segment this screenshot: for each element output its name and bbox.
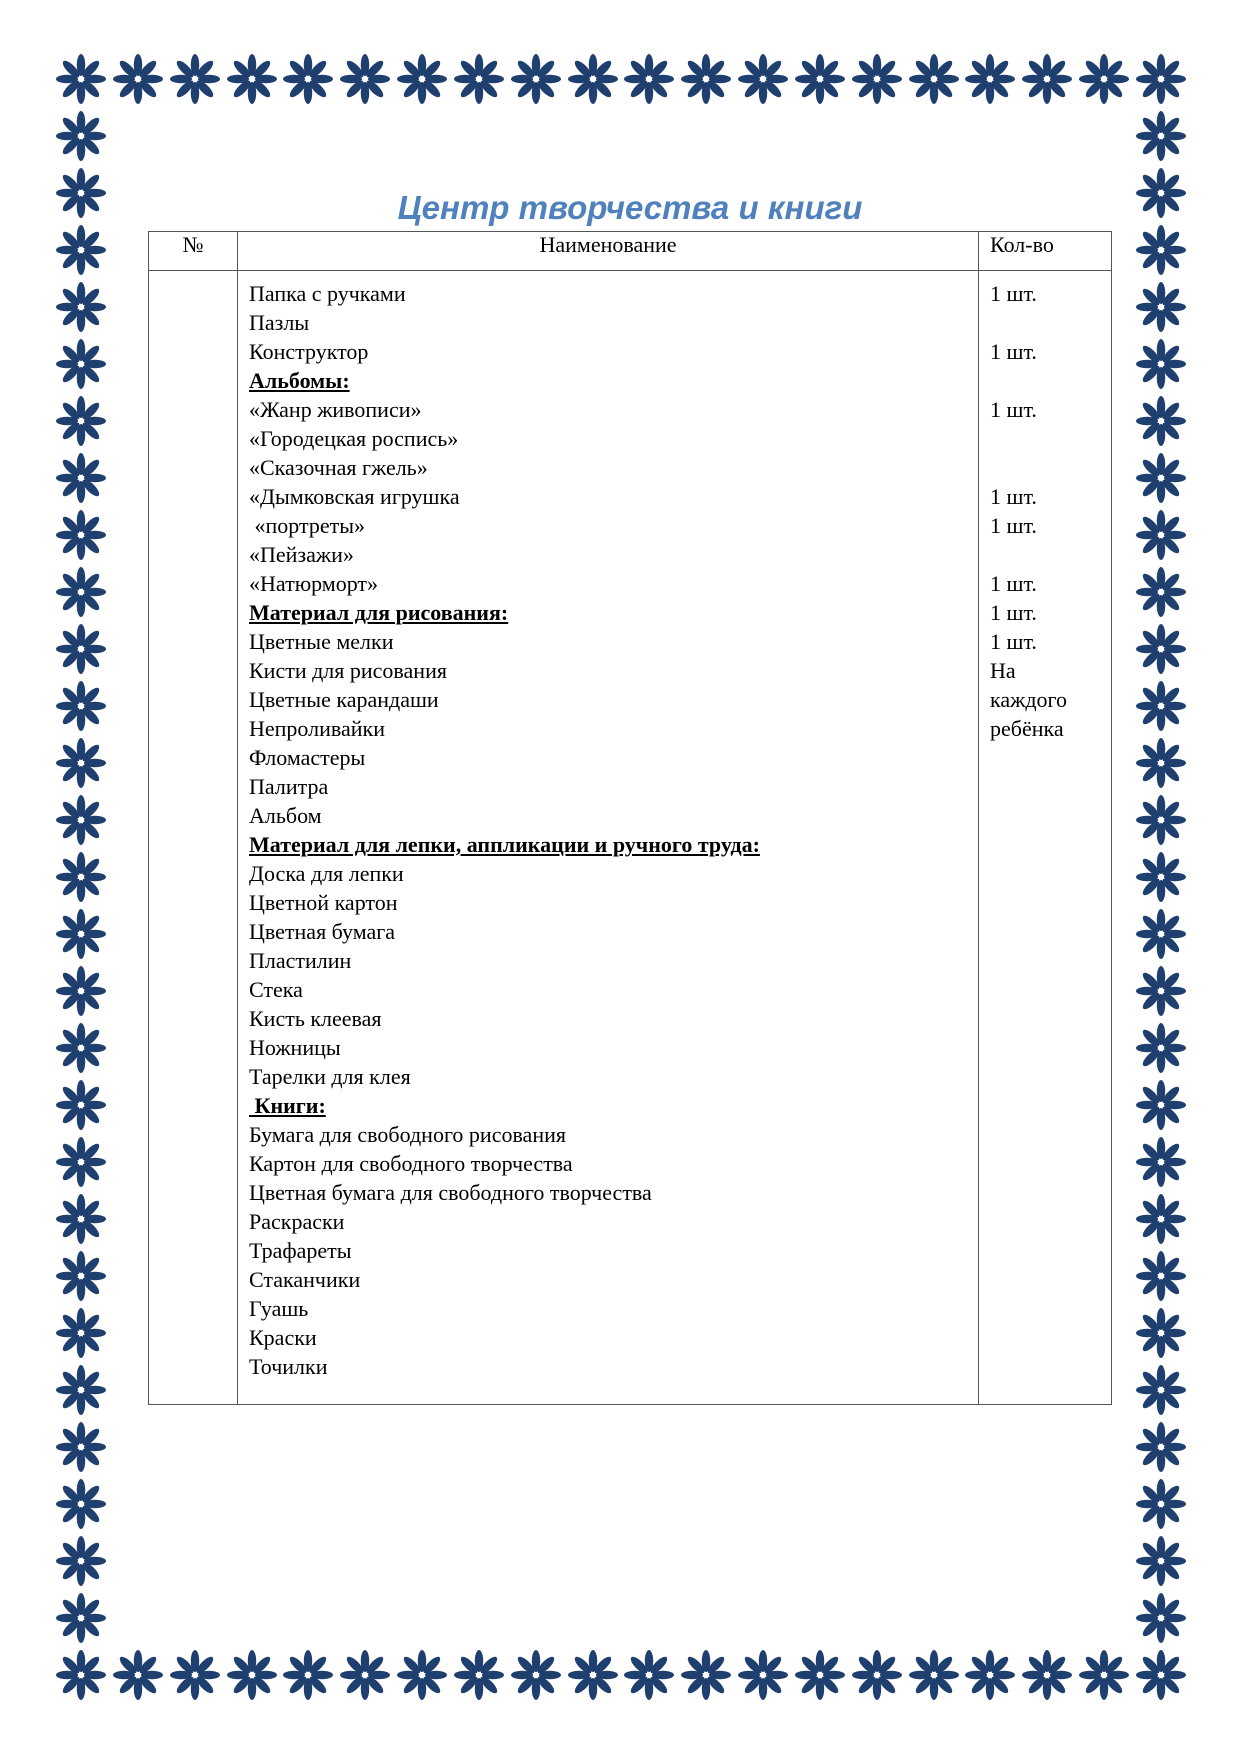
snowflake-flower-icon [451, 51, 507, 107]
snowflake-flower-icon [53, 1134, 109, 1190]
quantity-value [990, 1091, 1100, 1120]
quantity-value [990, 1265, 1100, 1294]
snowflake-flower-icon [280, 1647, 336, 1703]
snowflake-flower-icon [508, 1647, 564, 1703]
quantity-value [990, 975, 1100, 1004]
quantity-value [990, 888, 1100, 917]
snowflake-flower-icon [1133, 1362, 1189, 1418]
snowflake-flower-icon [53, 393, 109, 449]
snowflake-flower-icon [53, 621, 109, 677]
snowflake-flower-icon [678, 51, 734, 107]
snowflake-flower-icon [53, 165, 109, 221]
quantity-value: 1 шт. [990, 281, 1037, 306]
snowflake-flower-icon [1133, 849, 1189, 905]
list-item: «Городецкая роспись» [249, 426, 459, 451]
snowflake-flower-icon [1133, 1533, 1189, 1589]
list-item: Кисть клеевая [249, 1006, 382, 1031]
snowflake-flower-icon [53, 336, 109, 392]
snowflake-flower-icon [224, 51, 280, 107]
snowflake-flower-icon [53, 1647, 109, 1703]
snowflake-flower-icon [565, 51, 621, 107]
quantity-value: 1 шт. [990, 397, 1037, 422]
header-name: Наименование [238, 232, 979, 271]
list-item: Раскраски [249, 1209, 345, 1234]
list-item: Цветная бумага [249, 919, 396, 944]
snowflake-flower-icon [451, 1647, 507, 1703]
list-item: Ножницы [249, 1035, 341, 1060]
list-item: Тарелки для клея [249, 1064, 411, 1089]
snowflake-flower-icon [53, 1191, 109, 1247]
snowflake-flower-icon [53, 678, 109, 734]
quantity-value [990, 453, 1100, 482]
snowflake-flower-icon [1133, 1248, 1189, 1304]
snowflake-flower-icon [110, 1647, 166, 1703]
snowflake-flower-icon [167, 1647, 223, 1703]
snowflake-flower-icon [53, 1419, 109, 1475]
snowflake-flower-icon [906, 51, 962, 107]
snowflake-flower-icon [53, 507, 109, 563]
list-item: «Сказочная гжель» [249, 455, 428, 480]
snowflake-flower-icon [53, 279, 109, 335]
list-item: «Дымковская игрушка [249, 484, 460, 509]
quantity-value [990, 1033, 1100, 1062]
snowflake-flower-icon [1133, 735, 1189, 791]
snowflake-flower-icon [849, 51, 905, 107]
quantity-value [990, 308, 1100, 337]
quantity-value [990, 424, 1100, 453]
snowflake-flower-icon [53, 906, 109, 962]
page-title: Центр творчества и книги [397, 189, 863, 226]
quantity-value: 1 шт. [990, 600, 1037, 625]
snowflake-flower-icon [280, 51, 336, 107]
snowflake-flower-icon [53, 735, 109, 791]
quantity-value [990, 1120, 1100, 1149]
table-header-row [149, 232, 1112, 271]
snowflake-flower-icon [53, 1590, 109, 1646]
snowflake-flower-icon [1133, 51, 1189, 107]
quantity-value [990, 917, 1100, 946]
snowflake-flower-icon [1133, 621, 1189, 677]
snowflake-flower-icon [1019, 51, 1075, 107]
snowflake-flower-icon [167, 51, 223, 107]
quantity-value [990, 772, 1100, 801]
snowflake-flower-icon [1133, 1476, 1189, 1532]
snowflake-flower-icon [1133, 108, 1189, 164]
snowflake-flower-icon [53, 1305, 109, 1361]
quantity-column [979, 271, 1112, 1405]
quantity-value: 1 шт. [990, 513, 1037, 538]
list-item: Непроливайки [249, 716, 385, 741]
quantity-value: 1 шт. [990, 571, 1037, 596]
list-item: Бумага для свободного рисования [249, 1122, 566, 1147]
snowflake-flower-icon [906, 1647, 962, 1703]
number-cell [149, 271, 238, 1405]
quantity-value: каждого [990, 687, 1067, 712]
quantity-value [990, 859, 1100, 888]
inventory-table [148, 231, 1112, 1405]
snowflake-flower-icon [1133, 906, 1189, 962]
snowflake-flower-icon [792, 1647, 848, 1703]
snowflake-flower-icon [53, 1248, 109, 1304]
quantity-value [990, 801, 1100, 830]
section-heading: Материал для рисования: [249, 600, 509, 625]
snowflake-flower-icon [1133, 1191, 1189, 1247]
section-heading: Альбомы: [249, 368, 350, 393]
list-item: Краски [249, 1325, 317, 1350]
snowflake-flower-icon [1133, 222, 1189, 278]
snowflake-flower-icon [1133, 1590, 1189, 1646]
quantity-value [990, 1062, 1100, 1091]
snowflake-flower-icon [1133, 336, 1189, 392]
snowflake-flower-icon [53, 222, 109, 278]
list-item: «Натюрморт» [249, 571, 379, 596]
snowflake-flower-icon [1133, 1305, 1189, 1361]
quantity-value [990, 1004, 1100, 1033]
snowflake-flower-icon [678, 1647, 734, 1703]
quantity-value [990, 1207, 1100, 1236]
list-item: Картон для свободного творчества [249, 1151, 573, 1176]
list-item: Точилки [249, 1354, 328, 1379]
snowflake-flower-icon [621, 51, 677, 107]
snowflake-flower-icon [1133, 1077, 1189, 1133]
snowflake-flower-icon [53, 792, 109, 848]
snowflake-flower-icon [621, 1647, 677, 1703]
snowflake-flower-icon [1076, 1647, 1132, 1703]
quantity-value [990, 1178, 1100, 1207]
name-column [238, 271, 979, 1405]
quantity-value: На [990, 658, 1016, 683]
snowflake-flower-icon [1133, 450, 1189, 506]
quantity-value: 1 шт. [990, 484, 1037, 509]
snowflake-flower-icon [735, 51, 791, 107]
snowflake-flower-icon [1133, 963, 1189, 1019]
quantity-value [990, 830, 1100, 859]
quantity-value: 1 шт. [990, 339, 1037, 364]
list-item: Цветная бумага для свободного творчества [249, 1180, 652, 1205]
list-item: Кисти для рисования [249, 658, 447, 683]
snowflake-flower-icon [1133, 792, 1189, 848]
list-item: Цветной картон [249, 890, 398, 915]
snowflake-flower-icon [735, 1647, 791, 1703]
snowflake-flower-icon [508, 51, 564, 107]
quantity-value: 1 шт. [990, 629, 1037, 654]
list-item: Гуашь [249, 1296, 309, 1321]
snowflake-flower-icon [1133, 1419, 1189, 1475]
snowflake-flower-icon [53, 849, 109, 905]
snowflake-flower-icon [53, 51, 109, 107]
header-quantity: Кол-во [979, 232, 1112, 271]
snowflake-flower-icon [792, 51, 848, 107]
list-item: «Жанр живописи» [249, 397, 422, 422]
list-item: Альбом [249, 803, 322, 828]
snowflake-flower-icon [394, 51, 450, 107]
quantity-value [990, 1236, 1100, 1265]
list-item: Пазлы [249, 310, 310, 335]
snowflake-flower-icon [1133, 507, 1189, 563]
quantity-value [990, 946, 1100, 975]
section-heading: Материал для лепки, аппликации и ручного труда: [249, 832, 760, 857]
list-item: Фломастеры [249, 745, 366, 770]
quantity-value [990, 1323, 1100, 1352]
snowflake-flower-icon [53, 1533, 109, 1589]
table-row [149, 271, 1112, 1405]
quantity-value [990, 1294, 1100, 1323]
section-heading: Книги: [249, 1093, 326, 1118]
snowflake-flower-icon [394, 1647, 450, 1703]
snowflake-flower-icon [53, 1020, 109, 1076]
quantity-value [990, 743, 1100, 772]
snowflake-flower-icon [337, 1647, 393, 1703]
header-number: № [149, 232, 238, 271]
quantity-value [990, 1352, 1100, 1381]
list-item: Цветные карандаши [249, 687, 439, 712]
snowflake-flower-icon [53, 1362, 109, 1418]
list-item: Доска для лепки [249, 861, 404, 886]
snowflake-flower-icon [1133, 1647, 1189, 1703]
snowflake-flower-icon [1133, 1020, 1189, 1076]
list-item: Цветные мелки [249, 629, 394, 654]
snowflake-flower-icon [110, 51, 166, 107]
list-item: Стека [249, 977, 303, 1002]
snowflake-flower-icon [53, 1077, 109, 1133]
list-item: Стаканчики [249, 1267, 361, 1292]
list-item: Конструктор [249, 339, 369, 364]
snowflake-flower-icon [1133, 165, 1189, 221]
list-item: Пластилин [249, 948, 352, 973]
snowflake-flower-icon [1019, 1647, 1075, 1703]
snowflake-flower-icon [337, 51, 393, 107]
snowflake-flower-icon [53, 564, 109, 620]
list-item: Трафареты [249, 1238, 352, 1263]
snowflake-flower-icon [1133, 279, 1189, 335]
snowflake-flower-icon [53, 963, 109, 1019]
snowflake-flower-icon [1076, 51, 1132, 107]
snowflake-flower-icon [1133, 564, 1189, 620]
snowflake-flower-icon [53, 108, 109, 164]
snowflake-flower-icon [224, 1647, 280, 1703]
snowflake-flower-icon [962, 1647, 1018, 1703]
list-item: «портреты» [249, 513, 366, 538]
snowflake-flower-icon [565, 1647, 621, 1703]
list-item: «Пейзажи» [249, 542, 354, 567]
snowflake-flower-icon [1133, 678, 1189, 734]
snowflake-flower-icon [849, 1647, 905, 1703]
snowflake-flower-icon [1133, 393, 1189, 449]
list-item: Папка с ручками [249, 281, 406, 306]
quantity-value [990, 1149, 1100, 1178]
list-item: Палитра [249, 774, 329, 799]
quantity-value [990, 540, 1100, 569]
snowflake-flower-icon [53, 1476, 109, 1532]
quantity-value [990, 366, 1100, 395]
snowflake-flower-icon [53, 450, 109, 506]
snowflake-flower-icon [1133, 1134, 1189, 1190]
snowflake-flower-icon [962, 51, 1018, 107]
quantity-value: ребёнка [990, 716, 1064, 741]
